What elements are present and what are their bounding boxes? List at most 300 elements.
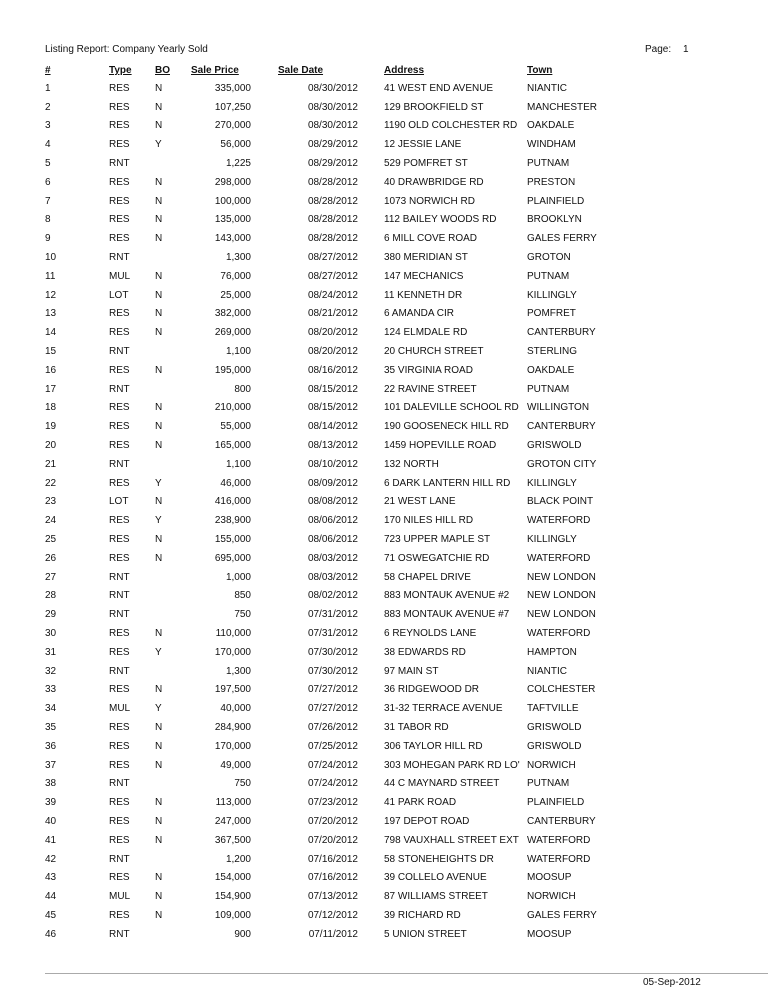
row-sale-date: 08/30/2012: [307, 82, 358, 94]
row-town: NEW LONDON: [527, 571, 596, 583]
row-number: 30: [45, 628, 57, 639]
row-bo: N: [155, 176, 163, 188]
row-town: BLACK POINT: [527, 496, 594, 508]
row-sale-date: 08/30/2012: [307, 120, 358, 132]
row-sale-price: 367,500: [214, 834, 251, 846]
table-row: [45, 812, 627, 831]
row-address: 21 WEST LANE: [384, 496, 456, 508]
table-row: [45, 681, 627, 700]
row-sale-price: 165,000: [214, 440, 251, 452]
row-address: 6 DARK LANTERN HILL RD: [384, 477, 511, 489]
row-number: 20: [45, 440, 57, 452]
row-address: 6 AMANDA CIR: [384, 308, 455, 320]
row-type: MUL: [109, 891, 131, 903]
row-type: RES: [109, 834, 130, 846]
row-address: 190 GOOSENECK HILL RD: [384, 421, 509, 433]
row-sale-price: 170,000: [214, 646, 251, 658]
row-town: OAKDALE: [527, 120, 575, 132]
row-address: 129 BROOKFIELD ST: [384, 101, 484, 113]
row-town: TAFTVILLE: [527, 703, 579, 715]
row-number: 25: [45, 534, 57, 546]
row-sale-price: 416,000: [214, 496, 251, 508]
row-type: RES: [109, 440, 130, 452]
row-bo: N: [155, 289, 163, 301]
row-town: MANCHESTER: [527, 101, 598, 113]
row-address: 147 MECHANICS: [384, 270, 464, 282]
table-row: [45, 587, 627, 606]
row-number: 38: [45, 778, 57, 790]
row-sale-price: 800: [234, 383, 251, 395]
row-sale-date: 07/11/2012: [308, 928, 358, 940]
row-bo: N: [155, 308, 163, 320]
row-type: RNT: [109, 590, 130, 602]
row-town: PUTNAM: [527, 158, 570, 170]
table-row: [45, 624, 627, 643]
row-number: 27: [45, 571, 57, 583]
row-sale-price: 113,000: [215, 797, 251, 809]
row-sale-date: 07/23/2012: [307, 797, 358, 809]
row-bo: N: [155, 834, 163, 846]
row-number: 11: [45, 270, 56, 282]
row-sale-price: 750: [234, 609, 251, 621]
row-sale-price: 76,000: [220, 270, 251, 282]
row-town: NORWICH: [527, 759, 576, 771]
row-type: RES: [109, 195, 130, 207]
row-type: RNT: [109, 928, 130, 940]
row-town: PUTNAM: [527, 383, 570, 395]
row-type: RES: [109, 364, 130, 376]
row-sale-price: 40,000: [220, 703, 251, 715]
row-number: 10: [45, 252, 57, 264]
table-body: [45, 79, 627, 944]
row-number: 40: [45, 815, 57, 827]
table-row: [45, 305, 627, 324]
row-type: RES: [109, 82, 130, 94]
row-sale-date: 08/29/2012: [307, 158, 358, 170]
row-address: 6 REYNOLDS LANE: [384, 628, 477, 639]
column-header-number: #: [45, 65, 51, 76]
row-bo: [155, 662, 185, 681]
row-town: PLAINFIELD: [527, 797, 585, 809]
row-number: 8: [45, 214, 51, 226]
row-address: 798 VAUXHALL STREET EXT: [384, 834, 519, 846]
table-row: [45, 380, 627, 399]
row-number: 39: [45, 797, 57, 809]
row-sale-date: 08/16/2012: [307, 364, 358, 376]
row-sale-date: 07/25/2012: [307, 740, 358, 752]
row-bo: N: [155, 815, 163, 827]
row-address: 1190 OLD COLCHESTER RD: [384, 120, 518, 132]
row-number: 14: [45, 327, 57, 339]
row-bo: N: [155, 496, 163, 508]
row-bo: N: [155, 421, 163, 433]
row-type: RNT: [109, 665, 130, 677]
row-sale-date: 08/14/2012: [307, 421, 358, 433]
row-sale-price: 46,000: [220, 477, 251, 489]
row-sale-date: 07/30/2012: [307, 665, 358, 677]
row-town: CANTERBURY: [527, 815, 596, 827]
table-row: [45, 756, 627, 775]
row-sale-price: 143,000: [214, 233, 251, 245]
row-address: 87 WILLIAMS STREET: [384, 891, 488, 903]
row-sale-date: 08/15/2012: [307, 383, 358, 395]
table-row: [45, 211, 627, 230]
table-row: [45, 474, 627, 493]
row-sale-date: 08/06/2012: [307, 515, 358, 527]
column-header-town: Town: [527, 65, 553, 76]
row-type: MUL: [109, 270, 131, 282]
row-sale-price: 155,000: [214, 534, 251, 546]
row-number: 5: [45, 158, 51, 170]
row-type: RNT: [109, 383, 130, 395]
table-row: [45, 906, 627, 925]
row-sale-date: 07/20/2012: [307, 815, 358, 827]
row-sale-price: 270,000: [214, 120, 251, 132]
row-address: 35 VIRGINIA ROAD: [384, 364, 473, 376]
row-number: 4: [45, 139, 51, 151]
row-number: 46: [45, 928, 57, 940]
row-town: KILLINGLY: [527, 534, 577, 546]
row-type: RES: [109, 797, 130, 809]
row-address: 6 MILL COVE ROAD: [384, 233, 477, 245]
row-town: GROTON: [527, 252, 571, 264]
row-type: LOT: [109, 496, 129, 508]
row-bo: N: [155, 909, 163, 921]
row-sale-date: 08/10/2012: [307, 458, 358, 470]
table-row: [45, 774, 627, 793]
row-sale-date: 08/13/2012: [307, 440, 358, 452]
row-bo: N: [155, 872, 163, 884]
row-sale-price: 195,000: [214, 364, 251, 376]
row-number: 44: [45, 891, 57, 903]
table-row: [45, 549, 627, 568]
row-type: RES: [109, 233, 130, 245]
row-sale-date: 07/30/2012: [307, 646, 358, 658]
row-bo: N: [155, 797, 163, 809]
row-number: 43: [45, 872, 57, 884]
row-address: 39 COLLELO AVENUE: [384, 872, 487, 884]
row-address: 11 KENNETH DR: [384, 289, 463, 301]
row-sale-price: 900: [234, 928, 251, 940]
table-row: [45, 662, 627, 681]
row-sale-date: 08/28/2012: [307, 233, 358, 245]
row-number: 21: [45, 458, 57, 470]
row-sale-price: 154,000: [214, 872, 251, 884]
table-row: [45, 887, 627, 906]
row-type: RES: [109, 477, 130, 489]
row-type: RES: [109, 308, 130, 320]
table-row: [45, 530, 627, 549]
table-row: [45, 267, 627, 286]
row-sale-date: 08/28/2012: [307, 176, 358, 188]
row-sale-price: 55,000: [220, 421, 251, 433]
row-type: RNT: [109, 609, 130, 621]
row-town: WATERFORD: [527, 628, 591, 639]
table-row: [45, 455, 627, 474]
table-row: [45, 643, 627, 662]
row-number: 29: [45, 609, 57, 621]
row-bo: [155, 455, 185, 474]
row-type: RNT: [109, 158, 130, 170]
row-bo: N: [155, 759, 163, 771]
table-row: [45, 173, 627, 192]
row-bo: N: [155, 195, 163, 207]
row-town: WATERFORD: [527, 552, 591, 564]
row-bo: N: [155, 214, 163, 226]
row-town: CANTERBURY: [527, 421, 596, 433]
table-row: [45, 850, 627, 869]
row-number: 1: [45, 82, 51, 94]
row-type: RES: [109, 646, 130, 658]
row-sale-price: 238,900: [214, 515, 251, 527]
row-number: 6: [45, 176, 51, 188]
row-bo: [155, 850, 185, 869]
row-sale-price: 1,300: [225, 665, 251, 677]
row-town: GROTON CITY: [527, 458, 597, 470]
table-row: [45, 229, 627, 248]
row-number: 18: [45, 402, 57, 414]
row-number: 24: [45, 515, 57, 527]
row-number: 33: [45, 684, 57, 696]
row-address: 380 MERIDIAN ST: [384, 252, 468, 264]
row-sale-date: 08/03/2012: [307, 552, 358, 564]
row-address: 306 TAYLOR HILL RD: [384, 740, 483, 752]
row-address: 132 NORTH: [384, 458, 439, 470]
table-row: [45, 831, 627, 850]
row-type: RES: [109, 534, 130, 546]
row-sale-date: 08/02/2012: [307, 590, 358, 602]
row-number: 26: [45, 552, 57, 564]
table-row: [45, 793, 627, 812]
row-bo: N: [155, 101, 163, 113]
row-address: 40 DRAWBRIDGE RD: [384, 176, 484, 188]
row-type: RES: [109, 872, 130, 884]
row-address: 41 PARK ROAD: [384, 797, 457, 809]
row-sale-date: 07/31/2012: [307, 628, 358, 639]
row-type: RNT: [109, 346, 130, 358]
row-sale-date: 08/09/2012: [307, 477, 358, 489]
column-header-sale-price: Sale Price: [191, 65, 239, 76]
row-number: 45: [45, 909, 57, 921]
row-town: BROOKLYN: [527, 214, 582, 226]
row-bo: N: [155, 364, 163, 376]
row-sale-price: 1,225: [225, 158, 251, 170]
footer-divider: [45, 973, 768, 974]
row-number: 31: [45, 646, 57, 658]
row-sale-price: 49,000: [220, 759, 251, 771]
row-town: PUTNAM: [527, 778, 570, 790]
row-town: PLAINFIELD: [527, 195, 585, 207]
row-address: 1073 NORWICH RD: [384, 195, 475, 207]
row-type: RES: [109, 759, 130, 771]
row-address: 197 DEPOT ROAD: [384, 815, 470, 827]
row-sale-date: 07/13/2012: [307, 891, 358, 903]
table-row: [45, 342, 627, 361]
row-sale-price: 695,000: [214, 552, 251, 564]
row-type: RES: [109, 740, 130, 752]
row-town: WATERFORD: [527, 853, 591, 865]
column-header-address: Address: [384, 65, 425, 76]
row-number: 17: [45, 383, 57, 395]
row-sale-price: 284,900: [214, 721, 251, 733]
row-town: WILLINGTON: [527, 402, 590, 414]
row-town: NIANTIC: [527, 665, 567, 677]
table-row: [45, 699, 627, 718]
row-type: RNT: [109, 778, 130, 790]
row-town: PUTNAM: [527, 270, 570, 282]
row-number: 9: [45, 233, 51, 245]
row-sale-price: 1,100: [225, 346, 251, 358]
row-town: COLCHESTER: [527, 684, 596, 696]
row-bo: [155, 605, 185, 624]
row-bo: Y: [155, 646, 162, 658]
row-number: 22: [45, 477, 57, 489]
table-row: [45, 737, 627, 756]
row-sale-date: 07/31/2012: [307, 609, 358, 621]
row-sale-price: 135,000: [214, 214, 251, 226]
row-type: RES: [109, 909, 130, 921]
row-bo: N: [155, 552, 163, 564]
row-sale-date: 08/06/2012: [307, 534, 358, 546]
row-town: KILLINGLY: [527, 289, 577, 301]
row-town: PRESTON: [527, 176, 576, 188]
row-sale-price: 382,000: [214, 308, 251, 320]
row-town: NIANTIC: [527, 82, 567, 94]
row-bo: N: [155, 534, 163, 546]
row-sale-date: 08/24/2012: [307, 289, 358, 301]
row-bo: N: [155, 402, 163, 414]
row-sale-date: 08/28/2012: [307, 214, 358, 226]
row-number: 12: [45, 289, 57, 301]
table-row: [45, 605, 627, 624]
row-town: CANTERBURY: [527, 327, 596, 339]
row-type: RNT: [109, 571, 130, 583]
row-address: 12 JESSIE LANE: [384, 139, 462, 151]
row-sale-date: 07/20/2012: [307, 834, 358, 846]
row-bo: Y: [155, 703, 162, 715]
row-bo: N: [155, 684, 163, 696]
row-type: RES: [109, 628, 130, 639]
row-number: 28: [45, 590, 57, 602]
row-address: 101 DALEVILLE SCHOOL RD: [384, 402, 519, 414]
row-number: 36: [45, 740, 57, 752]
column-header-bo: BO: [155, 65, 170, 76]
row-sale-date: 07/16/2012: [307, 853, 358, 865]
table-row: [45, 417, 627, 436]
row-address: 112 BAILEY WOODS RD: [384, 214, 497, 226]
row-sale-price: 1,000: [225, 571, 251, 583]
row-sale-date: 08/27/2012: [307, 270, 358, 282]
table-row: [45, 248, 627, 267]
row-sale-date: 08/21/2012: [307, 308, 358, 320]
row-town: GALES FERRY: [527, 233, 597, 245]
row-type: RES: [109, 139, 130, 151]
row-number: 16: [45, 364, 57, 376]
row-address: 38 EDWARDS RD: [384, 646, 466, 658]
row-town: NORWICH: [527, 891, 576, 903]
column-header-type: Type: [109, 65, 132, 76]
page-label: Page:: [645, 44, 672, 55]
row-number: 34: [45, 703, 57, 715]
row-sale-date: 07/12/2012: [307, 909, 358, 921]
row-type: RES: [109, 214, 130, 226]
row-address: 71 OSWEGATCHIE RD: [384, 552, 490, 564]
row-number: 35: [45, 721, 57, 733]
row-bo: N: [155, 327, 163, 339]
row-sale-price: 25,000: [220, 289, 251, 301]
row-address: 529 POMFRET ST: [384, 158, 468, 170]
row-address: 1459 HOPEVILLE ROAD: [384, 440, 497, 452]
row-sale-price: 197,500: [214, 684, 251, 696]
row-town: HAMPTON: [527, 646, 577, 658]
row-bo: [155, 587, 185, 606]
row-type: RES: [109, 815, 130, 827]
row-sale-price: 1,100: [225, 458, 251, 470]
row-address: 883 MONTAUK AVENUE #7: [384, 609, 510, 621]
row-type: RNT: [109, 458, 130, 470]
row-sale-price: 210,000: [214, 402, 251, 414]
table-row: [45, 286, 627, 305]
row-sale-date: 07/16/2012: [307, 872, 358, 884]
row-town: WATERFORD: [527, 834, 591, 846]
row-sale-price: 750: [234, 778, 251, 790]
row-sale-price: 1,300: [225, 252, 251, 264]
row-bo: [155, 342, 185, 361]
row-town: GALES FERRY: [527, 909, 597, 921]
row-address: 124 ELMDALE RD: [384, 327, 468, 339]
row-address: 31 TABOR RD: [384, 721, 449, 733]
row-bo: N: [155, 120, 163, 132]
footer-date: 05-Sep-2012: [643, 977, 701, 988]
table-row: [45, 79, 627, 98]
table-row: [45, 117, 627, 136]
row-type: RES: [109, 515, 130, 527]
row-bo: [155, 774, 185, 793]
row-type: RES: [109, 721, 130, 733]
row-address: 41 WEST END AVENUE: [384, 82, 494, 94]
row-type: RES: [109, 552, 130, 564]
row-number: 42: [45, 853, 57, 865]
row-type: RNT: [109, 853, 130, 865]
row-bo: Y: [155, 477, 162, 489]
row-sale-price: 109,000: [214, 909, 251, 921]
row-bo: [155, 380, 185, 399]
row-sale-price: 269,000: [214, 327, 251, 339]
listing-table: [45, 62, 627, 944]
table-row: [45, 925, 627, 944]
row-number: 37: [45, 759, 57, 771]
row-bo: N: [155, 440, 163, 452]
table-row: [45, 493, 627, 512]
row-address: 97 MAIN ST: [384, 665, 439, 677]
row-sale-date: 07/27/2012: [307, 684, 358, 696]
row-sale-price: 170,000: [214, 740, 251, 752]
row-town: OAKDALE: [527, 364, 575, 376]
row-sale-date: 08/29/2012: [307, 139, 358, 151]
table-row: [45, 511, 627, 530]
row-sale-date: 08/28/2012: [307, 195, 358, 207]
row-address: 5 UNION STREET: [384, 928, 467, 940]
row-bo: [155, 154, 185, 173]
row-address: 883 MONTAUK AVENUE #2: [384, 590, 510, 602]
row-type: RES: [109, 101, 130, 113]
row-town: NEW LONDON: [527, 590, 596, 602]
row-town: WATERFORD: [527, 515, 591, 527]
row-town: STERLING: [527, 346, 578, 358]
table-row: [45, 436, 627, 455]
row-address: 44 C MAYNARD STREET: [384, 778, 500, 790]
row-bo: [155, 925, 185, 944]
